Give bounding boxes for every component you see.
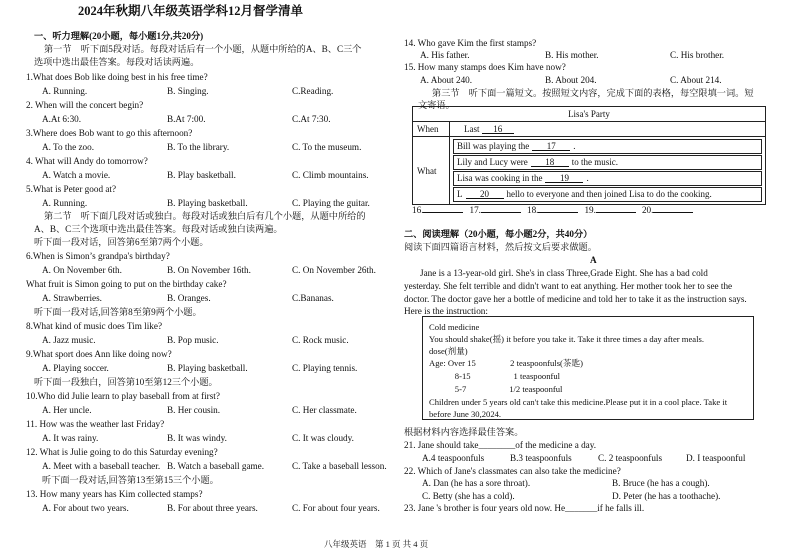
when-label: When — [413, 122, 450, 137]
text-line: 听下面一段对话,回答第13至第15三个小题。 — [42, 475, 219, 485]
instruction-line: Children under 5 years old can't take this medicine.Please put it in a cool place. Take it — [429, 397, 728, 407]
option-text: A. His father. — [420, 50, 470, 60]
option-text: C. 2 teaspoonfuls — [598, 453, 663, 463]
option-text: B. To the library. — [167, 142, 230, 152]
option-text: B. Bruce (he has a cough). — [612, 478, 710, 488]
option-text: C. Her classmate. — [292, 405, 357, 415]
option-text: B. Pop music. — [167, 335, 219, 345]
option-text: A. On November 6th. — [42, 265, 122, 275]
instruction-line: Age: Over 15 2 teaspoonfuls(茶匙) — [429, 358, 583, 368]
text-line: 2. When will the concert begin? — [26, 100, 144, 110]
option-text: C. It was cloudy. — [292, 433, 354, 443]
row-suffix: . — [586, 173, 589, 183]
option-text: C. On November 26th. — [292, 265, 376, 275]
instruction-line: 5-7 1/2 teaspoonful — [429, 384, 563, 394]
text-line: 阅读下面四篇语言材料，然后按文后要求做题。 — [404, 242, 597, 252]
option-row — [42, 169, 417, 181]
option-row — [42, 460, 417, 472]
option-text: A. Watch a movie. — [42, 170, 111, 180]
option-text: A. For about two years. — [42, 503, 129, 513]
text-line: 听下面一段对话,回答第8至第9两个小题。 — [34, 307, 202, 317]
text-line: 14. Who gave Kim the first stamps? — [404, 38, 537, 48]
answer-blank — [653, 202, 693, 213]
instruction-line: dose(剂量) — [429, 346, 468, 356]
medicine-instruction-box — [422, 316, 754, 420]
row-suffix: hello to everyone and then joined Lisa to do the cooking. — [506, 189, 712, 199]
option-row — [422, 477, 794, 489]
table-row — [453, 139, 762, 154]
option-text: B. His mother. — [545, 50, 599, 60]
what-label: What — [413, 137, 450, 205]
answer-blanks-line — [412, 202, 699, 216]
option-text: A. About 240. — [420, 75, 473, 85]
option-text: C. For about four years. — [292, 503, 380, 513]
row-blank: 17 — [532, 140, 570, 151]
option-text: B. Playing basketball. — [167, 198, 248, 208]
text-line: 听下面一段独白，回答第10至第12三个小题。 — [34, 377, 218, 387]
row-prefix: Bill was playing the — [457, 141, 530, 151]
text-line: doctor. The doctor gave her a bottle of medicine and told her to take it as the instruction says. — [404, 294, 747, 304]
text-line: 第二节 听下面几段对话或独白。每段对话或独白后有几个小题，从题中所给的 — [44, 211, 366, 221]
text-line: 10.Who did Julie learn to play baseball from at first? — [26, 391, 220, 401]
option-text: B. Oranges. — [167, 293, 211, 303]
page-footer: 八年级英语 第 1 页 共 4 页 — [324, 539, 429, 549]
table-row — [453, 155, 762, 170]
text-line: Jane is a 13-year-old girl. She's in class Three,Grade Eight. She has a bad cold — [420, 268, 708, 278]
text-line: 9.What sport does Ann like doing now? — [26, 349, 172, 359]
option-text: B. Watch a baseball game. — [167, 461, 265, 471]
when-blank: 16 — [482, 123, 514, 134]
option-text: D. I teaspoonful — [686, 453, 746, 463]
option-row — [42, 502, 417, 514]
option-text: A. Meet with a baseball teacher. — [42, 461, 161, 471]
option-row — [42, 264, 417, 276]
answer-blank — [481, 202, 521, 213]
option-row — [42, 113, 417, 125]
option-text: C. Playing the guitar. — [292, 198, 370, 208]
option-text: B. About 204. — [545, 75, 597, 85]
option-text: C. Climb mountains. — [292, 170, 369, 180]
option-text: B. Playing basketball. — [167, 363, 248, 373]
option-row — [42, 404, 417, 416]
text-line: 8.What kind of music does Tim like? — [26, 321, 163, 331]
option-text: A. Her uncle. — [42, 405, 92, 415]
option-text: C. His brother. — [670, 50, 725, 60]
option-row — [422, 452, 774, 464]
option-text: B. For about three years. — [167, 503, 258, 513]
table-row — [453, 187, 762, 202]
text-line: A、B、C三个选项中选出最佳答案。每段对话或独白读两遍。 — [34, 224, 283, 234]
text-line: 6.When is Simon’s grandpa's birthday? — [26, 251, 170, 261]
text-line: 选项中选出最佳答案。每段对话读两遍。 — [34, 57, 200, 67]
text-line: 12. What is Julie going to do this Saturday evening? — [26, 447, 218, 457]
blank-number: 18. — [526, 205, 539, 215]
blank-number: 17. — [469, 205, 481, 215]
instruction-line: before June 30,2024. — [429, 409, 502, 419]
text-line: 13. How many years has Kim collected stamps? — [26, 489, 203, 499]
row-suffix: . — [573, 141, 576, 151]
option-text: C.At 7:30. — [292, 114, 331, 124]
table-row — [453, 171, 762, 186]
text-line: 5.What is Peter good at? — [26, 184, 117, 194]
option-row — [42, 292, 417, 304]
option-text: C. Take a baseball lesson. — [292, 461, 387, 471]
table-title: Lisa's Party — [413, 107, 766, 122]
option-text: C. Betty (she has a cold). — [422, 491, 515, 501]
text-line: 2024年秋期八年级英语学科12月督学清单 — [78, 4, 304, 18]
text-line: 23. Jane 's brother is four years old now. He_______if he falls ill. — [404, 503, 645, 513]
text-line: 21. Jane should take________of the medicine a day. — [404, 440, 597, 450]
text-line: 22. Which of Jane's classmates can also take the medicine? — [404, 466, 621, 476]
row-blank: 20 — [466, 188, 504, 199]
option-text: C. About 214. — [670, 75, 722, 85]
option-text: D. Peter (he has a toothache). — [612, 491, 721, 501]
option-row — [42, 334, 417, 346]
row-suffix: to the music. — [571, 157, 618, 167]
option-row — [42, 362, 417, 374]
option-row — [422, 490, 794, 502]
text-line: 第三节 听下面一篇短文。按照短文内容，完成下面的表格，每空限填一词。短 — [432, 88, 754, 98]
option-text: B. On November 16th. — [167, 265, 251, 275]
text-line: What fruit is Simon going to put on the birthday cake? — [26, 279, 227, 289]
option-row — [42, 432, 417, 444]
when-cell — [450, 122, 766, 137]
option-text: C.Reading. — [292, 86, 334, 96]
text-line: 文寄语。 — [418, 100, 455, 110]
row-prefix: Lily and Lucy were — [457, 157, 528, 167]
lisas-party-table — [412, 106, 766, 205]
what-cell — [450, 137, 766, 205]
text-line: 4. What will Andy do tomorrow? — [26, 156, 148, 166]
text-line: yesterday. She felt terrible and didn't want to eat anything. Her mother took her to see the — [404, 281, 733, 291]
text-line: 3.Where does Bob want to go this afternoon? — [26, 128, 193, 138]
option-text: A. Strawberries. — [42, 293, 102, 303]
option-text: A. Jazz music. — [42, 335, 96, 345]
option-text: B.3 teaspoonfuls — [510, 453, 572, 463]
text-line: 11. How was the weather last Friday? — [26, 419, 165, 429]
text-line: 听下面一段对话，回答第6至第7两个小题。 — [34, 237, 209, 247]
option-text: C.Bananas. — [292, 293, 334, 303]
option-text: C. Playing tennis. — [292, 363, 358, 373]
option-row — [42, 141, 417, 153]
blank-number: 16. — [412, 205, 424, 215]
option-text: C. To the museum. — [292, 142, 362, 152]
row-prefix: L — [457, 189, 463, 199]
option-text: A. Running. — [42, 86, 88, 96]
option-row — [420, 49, 794, 61]
blank-number: 19. — [584, 205, 596, 215]
text-line: 二、阅读理解（20小题，每小题2分，共40分） — [404, 229, 593, 239]
option-row — [420, 74, 794, 86]
text-line: 1.What does Bob like doing best in his free time? — [26, 72, 208, 82]
blank-number: 20. — [641, 205, 654, 215]
option-text: A. To the zoo. — [42, 142, 95, 152]
option-text: B. It was windy. — [167, 433, 227, 443]
option-text: A. Playing soccer. — [42, 363, 109, 373]
text-line: A — [590, 255, 597, 265]
answer-blank — [596, 202, 636, 213]
when-text: Last — [464, 124, 480, 134]
text-line: Here is the instruction: — [404, 306, 488, 316]
option-text: B.At 7:00. — [167, 114, 206, 124]
option-text: A. It was rainy. — [42, 433, 99, 443]
text-line: 根据材料内容选择最佳答案。 — [404, 427, 524, 437]
instruction-line: Cold medicine — [429, 322, 480, 332]
row-blank: 19 — [545, 172, 583, 183]
option-row — [42, 85, 417, 97]
option-text: B. Play basketball. — [167, 170, 236, 180]
instruction-line: 8-15 1 teaspoonful — [429, 371, 561, 381]
option-row — [42, 197, 417, 209]
text-line: 15. How many stamps does Kim have now? — [404, 62, 566, 72]
answer-blank — [538, 202, 578, 213]
option-text: C. Rock music. — [292, 335, 349, 345]
option-text: A. Dan (he has a sore throat). — [422, 478, 531, 488]
option-text: B. Her cousin. — [167, 405, 221, 415]
option-text: B. Singing. — [167, 86, 209, 96]
option-text: A.4 teaspoonfuls — [422, 453, 485, 463]
answer-blank — [423, 202, 463, 213]
instruction-line: You should shake(摇) it before you take it. Take it three times a day after meals. — [429, 334, 704, 344]
row-prefix: Lisa was cooking in the — [457, 173, 543, 183]
row-blank: 18 — [531, 156, 569, 167]
text-line: 一、听力理解(20小题，每小题1分,共20分) — [34, 31, 204, 41]
option-text: A.At 6:30. — [42, 114, 82, 124]
option-text: A. Running. — [42, 198, 88, 208]
text-line: 第一节 听下面5段对话。每段对话后有一个小题，从题中所给的A、B、C三个 — [44, 44, 362, 54]
